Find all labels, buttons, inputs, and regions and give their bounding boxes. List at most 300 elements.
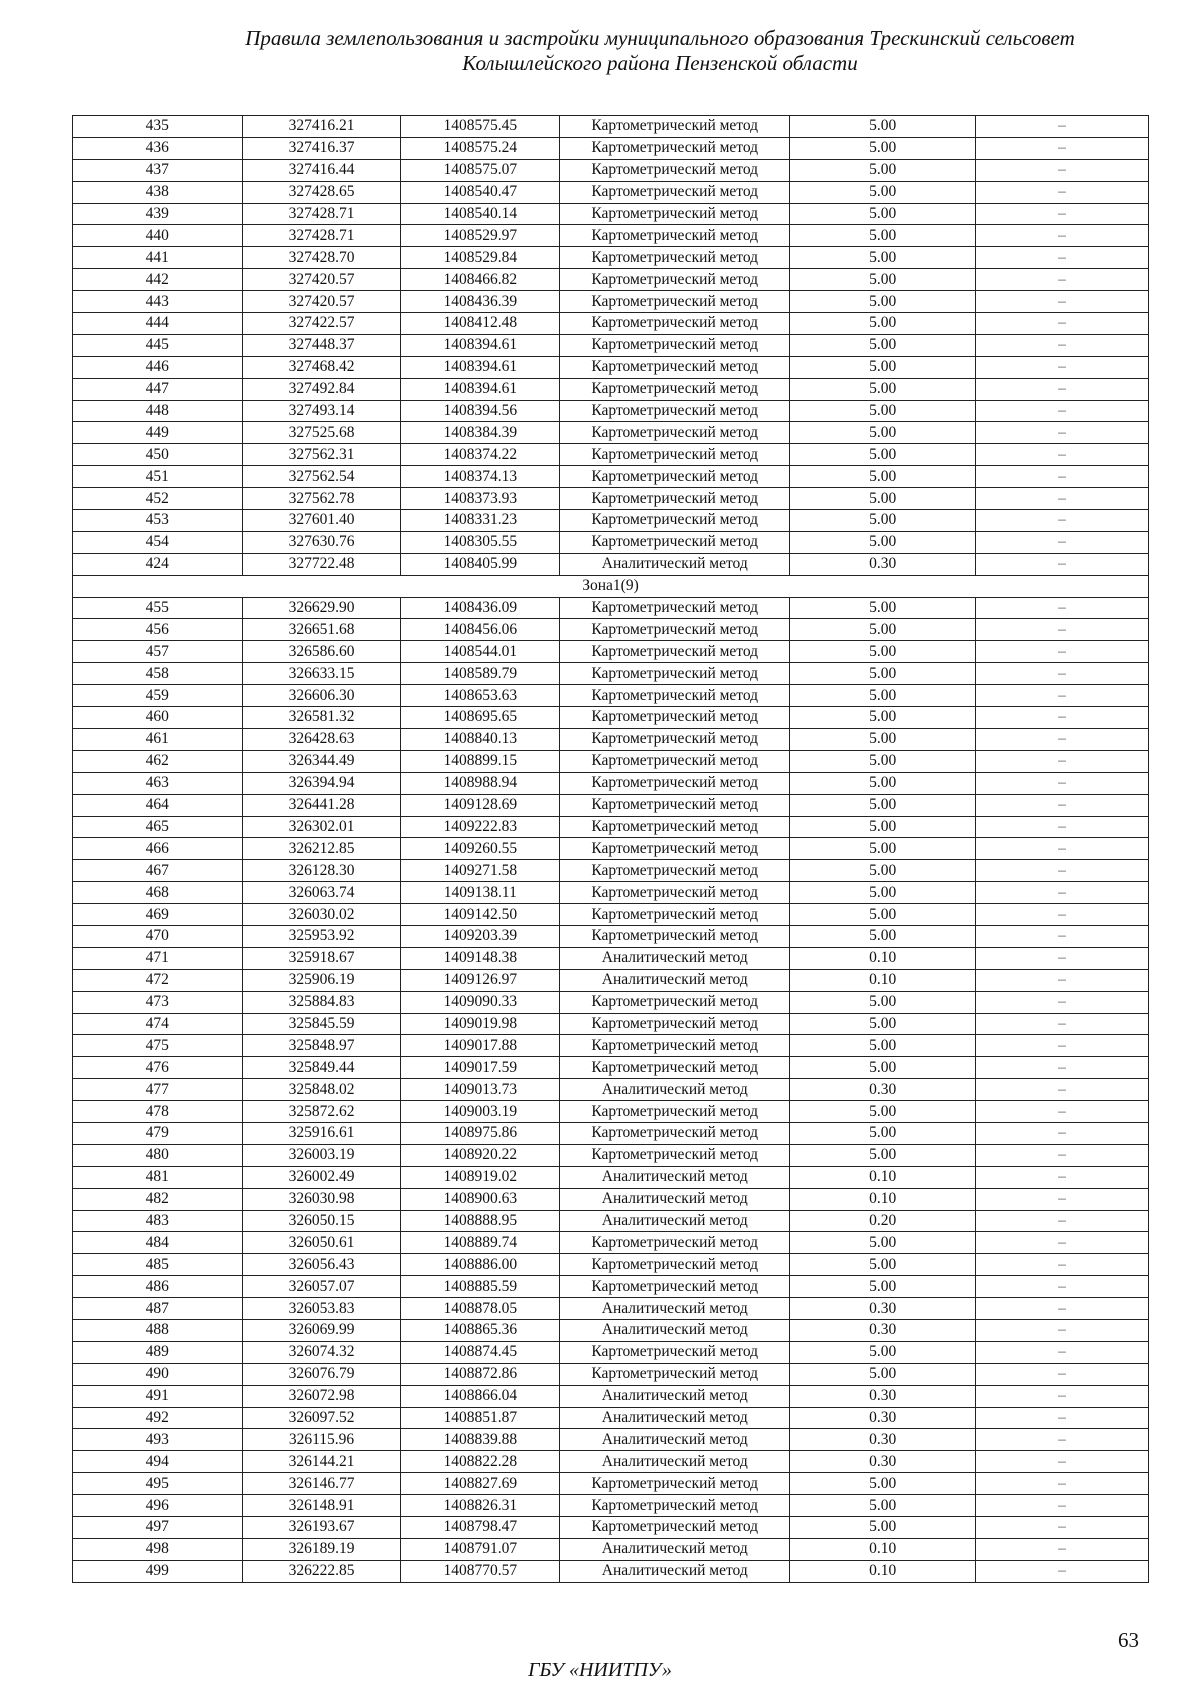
note-cell: – [976,378,1149,400]
y-coordinate-cell: 1408827.69 [401,1473,560,1495]
table-row [73,1210,1149,1232]
accuracy-cell: 5.00 [790,991,976,1013]
table-row [73,1232,1149,1254]
y-coordinate-cell: 1408394.56 [401,400,560,422]
method-cell: Картометрический метод [560,531,790,553]
method-cell: Картометрический метод [560,1473,790,1495]
point-number-cell: 468 [73,882,243,904]
x-coordinate-cell: 326302.01 [242,816,401,838]
point-number-cell: 487 [73,1298,243,1320]
table-row [73,641,1149,663]
point-number-cell: 483 [73,1210,243,1232]
method-cell: Картометрический метод [560,663,790,685]
x-coordinate-cell: 326050.61 [242,1232,401,1254]
y-coordinate-cell: 1408886.00 [401,1254,560,1276]
table-row [73,422,1149,444]
method-cell: Картометрический метод [560,991,790,1013]
y-coordinate-cell: 1409271.58 [401,860,560,882]
point-number-cell: 466 [73,838,243,860]
y-coordinate-cell: 1409128.69 [401,794,560,816]
table-row [73,1560,1149,1582]
method-cell: Картометрический метод [560,1035,790,1057]
note-cell: – [976,1232,1149,1254]
y-coordinate-cell: 1408373.93 [401,488,560,510]
x-coordinate-cell: 325906.19 [242,969,401,991]
table-row [73,728,1149,750]
point-number-cell: 495 [73,1473,243,1495]
x-coordinate-cell: 326069.99 [242,1319,401,1341]
y-coordinate-cell: 1409019.98 [401,1013,560,1035]
table-row [73,116,1149,138]
y-coordinate-cell: 1408575.07 [401,159,560,181]
accuracy-cell: 5.00 [790,1013,976,1035]
point-number-cell: 462 [73,750,243,772]
accuracy-cell: 0.10 [790,1166,976,1188]
method-cell: Аналитический метод [560,1166,790,1188]
note-cell: – [976,225,1149,247]
accuracy-cell: 5.00 [790,313,976,335]
x-coordinate-cell: 325953.92 [242,925,401,947]
x-coordinate-cell: 327420.57 [242,269,401,291]
accuracy-cell: 5.00 [790,663,976,685]
note-cell: – [976,728,1149,750]
point-number-cell: 447 [73,378,243,400]
note-cell: – [976,159,1149,181]
accuracy-cell: 0.20 [790,1210,976,1232]
method-cell: Картометрический метод [560,137,790,159]
y-coordinate-cell: 1408436.09 [401,597,560,619]
accuracy-cell: 0.30 [790,1407,976,1429]
point-number-cell: 460 [73,707,243,729]
accuracy-cell: 5.00 [790,510,976,532]
accuracy-cell: 0.10 [790,1560,976,1582]
table-row [73,1319,1149,1341]
y-coordinate-cell: 1408374.13 [401,466,560,488]
note-cell: – [976,444,1149,466]
x-coordinate-cell: 326057.07 [242,1276,401,1298]
y-coordinate-cell: 1408919.02 [401,1166,560,1188]
x-coordinate-cell: 326394.94 [242,772,401,794]
x-coordinate-cell: 327428.71 [242,203,401,225]
table-row [73,313,1149,335]
point-number-cell: 475 [73,1035,243,1057]
note-cell: – [976,904,1149,926]
coordinates-table-body [73,116,1149,1583]
table-row [73,1276,1149,1298]
table-row [73,1407,1149,1429]
note-cell: – [976,969,1149,991]
note-cell: – [976,1166,1149,1188]
accuracy-cell: 5.00 [790,685,976,707]
y-coordinate-cell: 1408988.94 [401,772,560,794]
note-cell: – [976,597,1149,619]
y-coordinate-cell: 1408394.61 [401,356,560,378]
table-row [73,1101,1149,1123]
note-cell: – [976,1538,1149,1560]
x-coordinate-cell: 326193.67 [242,1517,401,1539]
method-cell: Картометрический метод [560,422,790,444]
note-cell: – [976,269,1149,291]
y-coordinate-cell: 1408436.39 [401,291,560,313]
y-coordinate-cell: 1409017.88 [401,1035,560,1057]
point-number-cell: 496 [73,1495,243,1517]
point-number-cell: 452 [73,488,243,510]
table-row [73,1385,1149,1407]
method-cell: Картометрический метод [560,816,790,838]
point-number-cell: 439 [73,203,243,225]
note-cell: – [976,991,1149,1013]
accuracy-cell: 5.00 [790,422,976,444]
x-coordinate-cell: 327601.40 [242,510,401,532]
method-cell: Картометрический метод [560,1276,790,1298]
accuracy-cell: 0.30 [790,1298,976,1320]
method-cell: Картометрический метод [560,728,790,750]
y-coordinate-cell: 1408544.01 [401,641,560,663]
note-cell: – [976,334,1149,356]
note-cell: – [976,1122,1149,1144]
method-cell: Картометрический метод [560,641,790,663]
note-cell: – [976,1385,1149,1407]
accuracy-cell: 0.30 [790,1319,976,1341]
method-cell: Картометрический метод [560,313,790,335]
method-cell: Картометрический метод [560,1363,790,1385]
method-cell: Аналитический метод [560,1407,790,1429]
x-coordinate-cell: 327562.31 [242,444,401,466]
accuracy-cell: 5.00 [790,860,976,882]
x-coordinate-cell: 327416.37 [242,137,401,159]
method-cell: Картометрический метод [560,1122,790,1144]
point-number-cell: 438 [73,181,243,203]
accuracy-cell: 5.00 [790,1122,976,1144]
accuracy-cell: 5.00 [790,882,976,904]
accuracy-cell: 5.00 [790,181,976,203]
accuracy-cell: 0.30 [790,1385,976,1407]
point-number-cell: 424 [73,553,243,575]
note-cell: – [976,1560,1149,1582]
accuracy-cell: 0.10 [790,947,976,969]
note-cell: – [976,1276,1149,1298]
method-cell: Аналитический метод [560,969,790,991]
note-cell: – [976,531,1149,553]
method-cell: Картометрический метод [560,597,790,619]
note-cell: – [976,116,1149,138]
note-cell: – [976,1495,1149,1517]
method-cell: Аналитический метод [560,1560,790,1582]
method-cell: Картометрический метод [560,860,790,882]
y-coordinate-cell: 1408839.88 [401,1429,560,1451]
point-number-cell: 477 [73,1079,243,1101]
x-coordinate-cell: 327525.68 [242,422,401,444]
x-coordinate-cell: 326053.83 [242,1298,401,1320]
accuracy-cell: 5.00 [790,1035,976,1057]
x-coordinate-cell: 327416.21 [242,116,401,138]
table-row [73,1166,1149,1188]
y-coordinate-cell: 1409260.55 [401,838,560,860]
accuracy-cell: 5.00 [790,400,976,422]
note-cell: – [976,422,1149,444]
method-cell: Картометрический метод [560,838,790,860]
x-coordinate-cell: 327493.14 [242,400,401,422]
point-number-cell: 444 [73,313,243,335]
note-cell: – [976,1144,1149,1166]
table-row [73,203,1149,225]
y-coordinate-cell: 1408899.15 [401,750,560,772]
accuracy-cell: 5.00 [790,1517,976,1539]
point-number-cell: 443 [73,291,243,313]
point-number-cell: 497 [73,1517,243,1539]
table-row [73,1517,1149,1539]
point-number-cell: 469 [73,904,243,926]
note-cell: – [976,685,1149,707]
accuracy-cell: 5.00 [790,1144,976,1166]
table-row [73,1473,1149,1495]
method-cell: Картометрический метод [560,1341,790,1363]
y-coordinate-cell: 1408384.39 [401,422,560,444]
table-row [73,1538,1149,1560]
note-cell: – [976,750,1149,772]
method-cell: Картометрический метод [560,619,790,641]
point-number-cell: 476 [73,1057,243,1079]
y-coordinate-cell: 1408865.36 [401,1319,560,1341]
point-number-cell: 488 [73,1319,243,1341]
accuracy-cell: 0.30 [790,553,976,575]
table-row [73,750,1149,772]
method-cell: Картометрический метод [560,772,790,794]
note-cell: – [976,860,1149,882]
point-number-cell: 454 [73,531,243,553]
method-cell: Картометрический метод [560,334,790,356]
note-cell: – [976,1517,1149,1539]
y-coordinate-cell: 1408529.97 [401,225,560,247]
table-row [73,1341,1149,1363]
y-coordinate-cell: 1408305.55 [401,531,560,553]
x-coordinate-cell: 325916.61 [242,1122,401,1144]
note-cell: – [976,882,1149,904]
x-coordinate-cell: 325918.67 [242,947,401,969]
note-cell: – [976,1429,1149,1451]
method-cell: Картометрический метод [560,707,790,729]
point-number-cell: 493 [73,1429,243,1451]
accuracy-cell: 5.00 [790,1057,976,1079]
note-cell: – [976,772,1149,794]
table-row [73,181,1149,203]
y-coordinate-cell: 1409017.59 [401,1057,560,1079]
table-row [73,1429,1149,1451]
point-number-cell: 470 [73,925,243,947]
y-coordinate-cell: 1408840.13 [401,728,560,750]
method-cell: Картометрический метод [560,904,790,926]
method-cell: Картометрический метод [560,378,790,400]
note-cell: – [976,1298,1149,1320]
x-coordinate-cell: 326097.52 [242,1407,401,1429]
method-cell: Картометрический метод [560,1101,790,1123]
table-row [73,466,1149,488]
x-coordinate-cell: 325884.83 [242,991,401,1013]
table-row [73,619,1149,641]
note-cell: – [976,1473,1149,1495]
y-coordinate-cell: 1408770.57 [401,1560,560,1582]
note-cell: – [976,1188,1149,1210]
note-cell: – [976,553,1149,575]
point-number-cell: 498 [73,1538,243,1560]
y-coordinate-cell: 1409013.73 [401,1079,560,1101]
accuracy-cell: 5.00 [790,488,976,510]
y-coordinate-cell: 1409148.38 [401,947,560,969]
method-cell: Картометрический метод [560,510,790,532]
method-cell: Картометрический метод [560,356,790,378]
accuracy-cell: 5.00 [790,728,976,750]
table-row [73,553,1149,575]
point-number-cell: 471 [73,947,243,969]
accuracy-cell: 5.00 [790,137,976,159]
method-cell: Аналитический метод [560,1319,790,1341]
accuracy-cell: 5.00 [790,247,976,269]
table-row [73,947,1149,969]
y-coordinate-cell: 1408900.63 [401,1188,560,1210]
point-number-cell: 457 [73,641,243,663]
note-cell: – [976,488,1149,510]
table-row [73,400,1149,422]
accuracy-cell: 5.00 [790,750,976,772]
y-coordinate-cell: 1408529.84 [401,247,560,269]
accuracy-cell: 0.30 [790,1451,976,1473]
note-cell: – [976,1101,1149,1123]
point-number-cell: 465 [73,816,243,838]
point-number-cell: 481 [73,1166,243,1188]
y-coordinate-cell: 1408540.47 [401,181,560,203]
note-cell: – [976,1407,1149,1429]
point-number-cell: 441 [73,247,243,269]
point-number-cell: 464 [73,794,243,816]
x-coordinate-cell: 326581.32 [242,707,401,729]
point-number-cell: 445 [73,334,243,356]
y-coordinate-cell: 1408394.61 [401,378,560,400]
table-row [73,531,1149,553]
table-row [73,1188,1149,1210]
accuracy-cell: 5.00 [790,641,976,663]
table-row [73,291,1149,313]
table-row [73,1495,1149,1517]
note-cell: – [976,1363,1149,1385]
x-coordinate-cell: 326222.85 [242,1560,401,1582]
point-number-cell: 486 [73,1276,243,1298]
accuracy-cell: 5.00 [790,816,976,838]
x-coordinate-cell: 327448.37 [242,334,401,356]
table-row [73,969,1149,991]
accuracy-cell: 0.10 [790,969,976,991]
point-number-cell: 491 [73,1385,243,1407]
y-coordinate-cell: 1408874.45 [401,1341,560,1363]
accuracy-cell: 5.00 [790,619,976,641]
x-coordinate-cell: 327562.54 [242,466,401,488]
point-number-cell: 490 [73,1363,243,1385]
y-coordinate-cell: 1408394.61 [401,334,560,356]
point-number-cell: 440 [73,225,243,247]
point-number-cell: 472 [73,969,243,991]
x-coordinate-cell: 327428.71 [242,225,401,247]
y-coordinate-cell: 1408798.47 [401,1517,560,1539]
header-title-line1: Правила землепользования и застройки муниципального образования Трескинский сельсовет [245,26,1075,50]
x-coordinate-cell: 327428.70 [242,247,401,269]
method-cell: Аналитический метод [560,1210,790,1232]
y-coordinate-cell: 1409126.97 [401,969,560,991]
point-number-cell: 450 [73,444,243,466]
point-number-cell: 492 [73,1407,243,1429]
x-coordinate-cell: 326189.19 [242,1538,401,1560]
zone-label: Зона1(9) [73,575,1149,597]
y-coordinate-cell: 1408331.23 [401,510,560,532]
note-cell: – [976,356,1149,378]
note-cell: – [976,1210,1149,1232]
note-cell: – [976,663,1149,685]
x-coordinate-cell: 326072.98 [242,1385,401,1407]
point-number-cell: 458 [73,663,243,685]
note-cell: – [976,466,1149,488]
y-coordinate-cell: 1409138.11 [401,882,560,904]
note-cell: – [976,1013,1149,1035]
method-cell: Картометрический метод [560,181,790,203]
x-coordinate-cell: 326441.28 [242,794,401,816]
table-row [73,707,1149,729]
method-cell: Картометрический метод [560,116,790,138]
point-number-cell: 474 [73,1013,243,1035]
note-cell: – [976,400,1149,422]
x-coordinate-cell: 325845.59 [242,1013,401,1035]
method-cell: Картометрический метод [560,1057,790,1079]
point-number-cell: 484 [73,1232,243,1254]
accuracy-cell: 5.00 [790,838,976,860]
accuracy-cell: 5.00 [790,794,976,816]
accuracy-cell: 5.00 [790,904,976,926]
x-coordinate-cell: 327722.48 [242,553,401,575]
method-cell: Картометрический метод [560,1144,790,1166]
table-row [73,378,1149,400]
x-coordinate-cell: 326651.68 [242,619,401,641]
note-cell: – [976,794,1149,816]
x-coordinate-cell: 326586.60 [242,641,401,663]
note-cell: – [976,619,1149,641]
method-cell: Картометрический метод [560,466,790,488]
x-coordinate-cell: 326030.02 [242,904,401,926]
y-coordinate-cell: 1408975.86 [401,1122,560,1144]
accuracy-cell: 5.00 [790,444,976,466]
accuracy-cell: 5.00 [790,1495,976,1517]
x-coordinate-cell: 326056.43 [242,1254,401,1276]
x-coordinate-cell: 327468.42 [242,356,401,378]
note-cell: – [976,1035,1149,1057]
note-cell: – [976,838,1149,860]
point-number-cell: 467 [73,860,243,882]
y-coordinate-cell: 1408888.95 [401,1210,560,1232]
accuracy-cell: 5.00 [790,1341,976,1363]
method-cell: Картометрический метод [560,488,790,510]
accuracy-cell: 5.00 [790,378,976,400]
x-coordinate-cell: 326002.49 [242,1166,401,1188]
table-row [73,816,1149,838]
x-coordinate-cell: 326076.79 [242,1363,401,1385]
table-row [73,925,1149,947]
method-cell: Картометрический метод [560,225,790,247]
table-row [73,269,1149,291]
table-row [73,663,1149,685]
note-cell: – [976,1057,1149,1079]
accuracy-cell: 5.00 [790,225,976,247]
accuracy-cell: 0.10 [790,1538,976,1560]
accuracy-cell: 5.00 [790,531,976,553]
x-coordinate-cell: 325849.44 [242,1057,401,1079]
method-cell: Картометрический метод [560,794,790,816]
y-coordinate-cell: 1408456.06 [401,619,560,641]
